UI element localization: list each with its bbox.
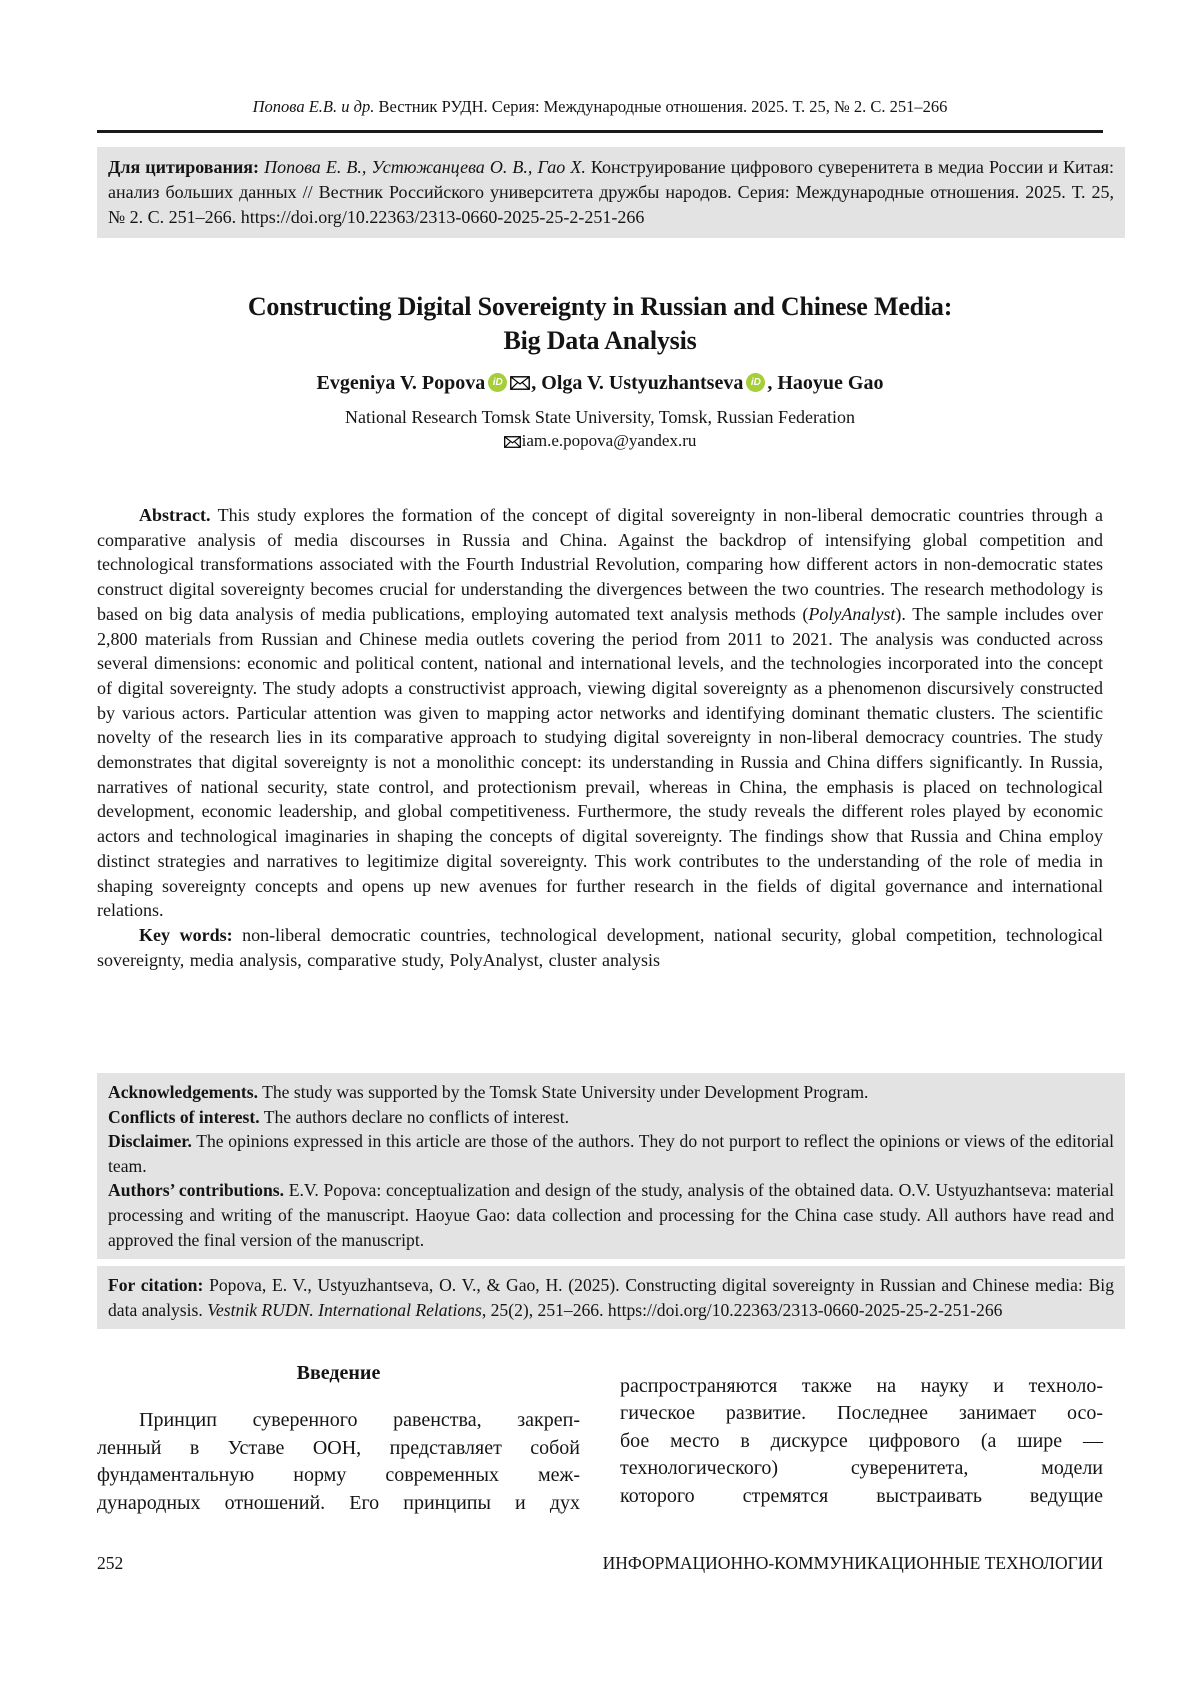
orcid-icon[interactable]: iD: [488, 373, 507, 392]
acknowledgements-text: The study was supported by the Tomsk State University under Development Program.: [258, 1082, 869, 1102]
email-line: [97, 431, 1103, 451]
disclaimer-text: The opinions expressed in this article are those of the authors. They do not purport to reflect the opinions or views of the editorial team.: [108, 1131, 1114, 1176]
notes-block: [97, 1073, 1125, 1259]
email-envelope-icon: [504, 436, 521, 448]
citation-ru-block: [97, 147, 1125, 238]
intro-right-paragraph: распространяются также на науку и техноло- гическое развитие. Последнее занимает осо- бое место в дискурсе цифрового (а шире — технологического) суверенитета, модели которого стремятся выстраивать ведущие: [620, 1375, 1103, 1507]
disclaimer-label: Disclaimer.: [108, 1131, 192, 1152]
keywords-label: Key words:: [139, 924, 233, 945]
acknowledgements-item: [108, 1080, 1114, 1105]
citation-en-label: For citation:: [108, 1275, 204, 1295]
abstract-text-1: This study explores the formation of the concept of digital sovereignty in non-liberal democratic countries through a comparative analysis of media discourses in Russia and China. Against the backdrop of intensifying global competition and technological transformations associated with the Fourth Industrial Revolution, comparing how different actors in non-democratic states construct digital sovereignty becomes crucial for understanding the divergences between the two countries. The research methodology is based on big data analysis of media publications, employing automated text analysis methods (: [97, 505, 1103, 624]
contributions-item: [108, 1178, 1114, 1252]
conflicts-text: The authors declare no conflicts of interest.: [259, 1106, 570, 1127]
disclaimer-item: [108, 1129, 1114, 1178]
running-head-journal: Вестник РУДН. Серия: Международные отношения. 2025. Т. 25, № 2. С. 251–266: [374, 97, 948, 116]
conflicts-item: [108, 1105, 1114, 1130]
orcid-icon[interactable]: iD: [746, 373, 765, 392]
email-address[interactable]: iam.e.popova@yandex.ru: [521, 431, 697, 450]
citation-en-block: [97, 1266, 1125, 1329]
intro-left-column: [97, 1360, 580, 1517]
author-name-3: Haoyue Gao: [777, 372, 884, 394]
authors-line: [97, 372, 1103, 395]
abstract-label: Abstract.: [139, 505, 211, 525]
keywords-paragraph: [97, 923, 1103, 972]
abstract-section: [97, 503, 1103, 972]
intro-left-paragraph: Принцип суверенного равенства, закреп- ленный в Уставе ООН, представляет собой фундаментальную норму современных меж- дународных отношений. Его принципы и дух: [97, 1409, 580, 1514]
conflicts-label: Conflicts of interest.: [108, 1106, 260, 1127]
keywords-text: non-liberal democratic countries, technological development, national security, global competition, technological sovereignty, media analysis, comparative study, PolyAnalyst, cluster analysis: [97, 924, 1103, 970]
author-name-2: Olga V. Ustyuzhantseva: [541, 372, 744, 394]
affiliation: National Research Tomsk State University, Tomsk, Russian Federation: [344, 407, 856, 427]
running-head-authors: Попова Е.В. и др.: [252, 97, 375, 116]
envelope-icon[interactable]: [510, 376, 530, 390]
footer-page-number: 252: [97, 1553, 124, 1573]
article-title: Constructing Digital Sovereignty in Russian and Chinese Media: Big Data Analysis: [247, 292, 953, 355]
footer-section-title: ИНФОРМАЦИОННО-КОММУНИКАЦИОННЫЕ ТЕХНОЛОГИИ: [602, 1553, 1103, 1573]
page-footer: [97, 1553, 1103, 1574]
header-rule: [97, 130, 1103, 133]
intro-heading: Введение: [296, 1362, 381, 1384]
citation-ru-doi-link[interactable]: https://doi.org/10.22363/2313-0660-2025-25-2-251-266: [240, 207, 645, 227]
author-name-1: Evgeniya V. Popova: [316, 372, 486, 394]
citation-en-journal: Vestnik RUDN. International Relations: [207, 1299, 482, 1320]
abstract-text-2: ). The sample includes over 2,800 materials from Russian and Chinese media outlets covering the period from 2011 to 2021. The analysis was conducted across several dimensions: economic and political content, national and international levels, and the technologies incorporated into the concept of digital sovereignty. The study adopts a constructivist approach, viewing digital sovereignty as a phenomenon discursively constructed by various actors. Particular attention was given to mapping actor networks and identifying dominant thematic clusters. The scientific novelty of the research lies in its comparative approach to studying digital sovereignty in non-liberal democracy countries. The study demonstrates that digital sovereignty is not a monolithic concept: its understanding in Russia and China differs significantly. In Russia, narratives of national security, state control, and protectionism prevail, whereas in China, the emphasis is placed on technological development, economic leadership, and global competitiveness. Furthermore, the study reveals the different roles played by economic actors and technological imaginaries in shaping the concepts of digital sovereignty. The findings show that Russia and China employ distinct strategies and narratives to legitimize digital sovereignty. This work contributes to the understanding of the role of media in shaping sovereignty concepts and opens up new avenues for further research in the fields of digital governance and international relations.: [97, 603, 1103, 921]
abstract-italic-term: PolyAnalyst: [808, 603, 896, 624]
intro-right-column: [620, 1360, 1103, 1517]
citation-en-text-1: Popova, E. V., Ustyuzhantseva, O. V., & Gao, H. (2025). Constructing digital sovereignty in Russian and Chinese media: Big data analysis.: [108, 1275, 1114, 1320]
citation-en-doi-link[interactable]: https://doi.org/10.22363/2313-0660-2025-25-2-251-266: [607, 1299, 1003, 1320]
citation-ru-text: Конструирование цифрового суверенитета в медиа России и Китая: анализ больших данных // Вестник Российского университета дружбы народов. Серия: Международные отношения. 2025. Т. 25, № 2. С. 251–266.: [108, 157, 1114, 227]
abstract-paragraph: [97, 503, 1103, 923]
contributions-text: E.V. Popova: conceptualization and design of the study, analysis of the obtained data. O.V. Ustyuzhantseva: material processing and writing of the manuscript. Haoyue Gao: data collection and processing for the China case study. All authors have read and approved the final version of the manuscript.: [108, 1180, 1114, 1250]
author-separator: ,: [531, 372, 542, 394]
introduction-section: [97, 1360, 1103, 1517]
citation-en-text-2: , 25(2), 251–266.: [481, 1299, 608, 1320]
contributions-label: Authors’ contributions.: [108, 1180, 285, 1201]
citation-ru-authors: Попова Е. В., Устюжанцева О. В., Гао Х.: [259, 157, 591, 177]
acknowledgements-label: Acknowledgements.: [108, 1082, 259, 1102]
citation-ru-label: Для цитирования:: [108, 157, 260, 177]
author-separator: ,: [767, 372, 778, 394]
running-head: [97, 96, 1103, 118]
